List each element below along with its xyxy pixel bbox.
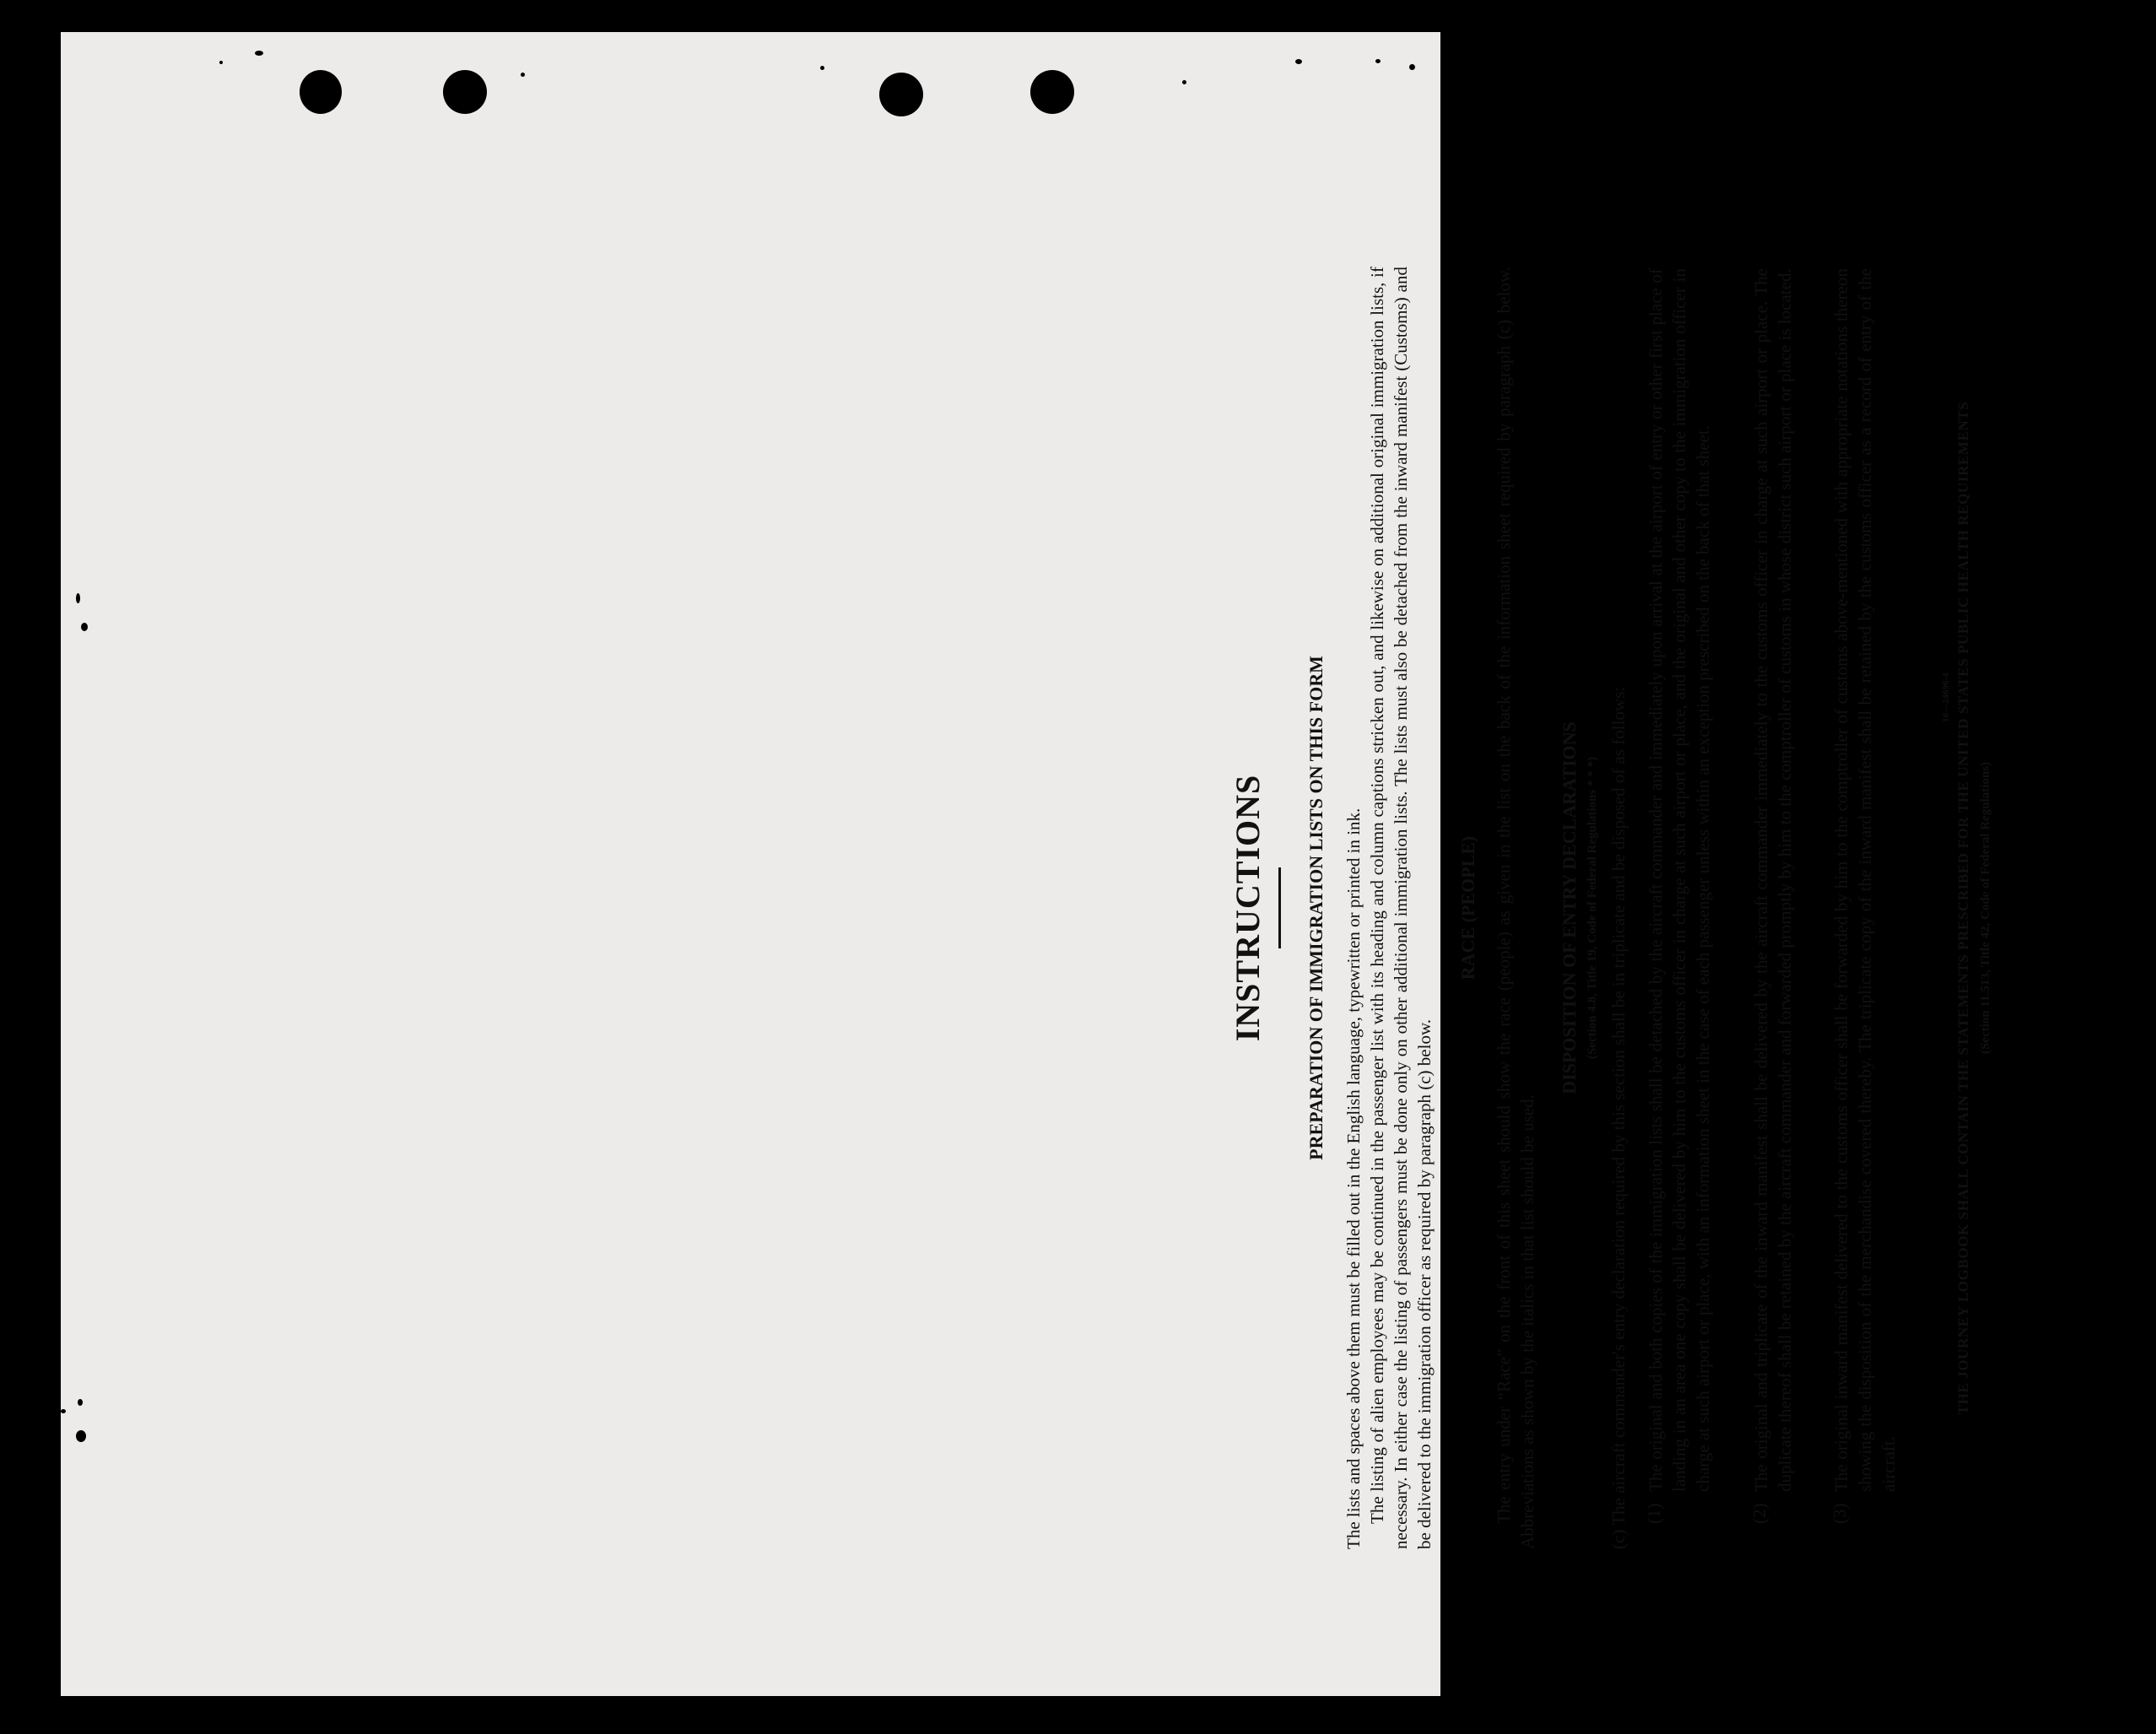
punch-hole bbox=[443, 70, 487, 114]
item-number: (2) bbox=[1749, 1503, 1770, 1524]
footer-statement: THE JOURNEY LOGBOOK SHALL CONTAIN THE STATEMENTS PRESCRIBED FOR THE UNITED STATES PUBLIC HEALTH REQUIREMENTS bbox=[1955, 401, 1971, 1415]
disposition-item-2: The original and triplicate of the inward manifest shall be delivered by the aircraft commander immediately to the customs officer in charge at such airport or place. The duplicate thereof shall be retained by the aircraft commander and forwarded promptly by him to the comptroller of customs in whose district such airport or place is located. bbox=[1751, 268, 1795, 1492]
disposition-item-1: The original and both copies of the immigration lists shall be detached by the aircraft commander and immediately upon arrival at the airport of entry or other first place of landing in an area one copy shall be delivered by him to the customs officer in charge at such airport or place, and the original and other copy to the immigration officer in charge at such airport or place, with an information sheet in the case of each passenger unless within an exception prescribed on the back of that sheet. bbox=[1645, 268, 1713, 1492]
speck bbox=[78, 1399, 83, 1406]
form-number: 16—24696-4 bbox=[1941, 673, 1951, 722]
title-rule bbox=[1278, 867, 1281, 948]
item-number: (3) bbox=[1829, 1503, 1850, 1524]
rotated-content bbox=[1228, 233, 2156, 1583]
preparation-heading: PREPARATION OF IMMIGRATION LISTS ON THIS FORM bbox=[1305, 656, 1327, 1160]
speck bbox=[219, 61, 223, 64]
speck bbox=[1375, 59, 1381, 63]
speck bbox=[255, 51, 263, 56]
speck bbox=[1295, 59, 1302, 64]
disposition-item-3: The original inward manifest delivered to the customs officer shall be forwarded by him to the comptroller of customs above-mentioned with appropriate notations thereon showing the disposition of the merchandise covered thereby. The triplicate copy of the inward manifest shall be retained by the customs officer as a record of entry of the aircraft. bbox=[1831, 268, 1899, 1492]
speck bbox=[61, 1409, 66, 1413]
disposition-citation: (Section 4.8, Title 19, Code of Federal Regulations * * *) bbox=[1586, 756, 1599, 1060]
speck bbox=[1409, 64, 1415, 70]
speck bbox=[1182, 80, 1186, 84]
speck bbox=[76, 593, 80, 603]
speck bbox=[76, 1430, 86, 1442]
speck bbox=[81, 623, 88, 631]
race-heading: RACE (PEOPLE) bbox=[1457, 835, 1478, 980]
disposition-heading: DISPOSITION OF ENTRY DECLARATIONS bbox=[1559, 721, 1580, 1094]
race-paragraph: The entry under “Race” on the front of this sheet should show the race (people) as given in the list on the back of the information sheet required by paragraph (c) below. Abbreviations as shown by the italics in that list should be used. bbox=[1494, 267, 1537, 1549]
punch-hole bbox=[1030, 70, 1074, 114]
punch-hole bbox=[300, 70, 342, 114]
disposition-intro: (c) The aircraft commander's entry declaration required by this section shall be in triplicate and be disposed of as follows: bbox=[1608, 686, 1629, 1549]
speck bbox=[521, 73, 525, 77]
page-title: INSTRUCTIONS bbox=[1229, 774, 1267, 1042]
preparation-paragraph-1: The lists and spaces above them must be filled out in the English language, typewritten or printed in ink. bbox=[1343, 808, 1364, 1549]
preparation-paragraph-2: The listing of alien employees may be continued in the passenger list with its heading and column captions stricken out, and likewise on additional original immigration lists, if necessary. In either case the listing of passengers must be done only on other additional immigration lists. The lists must also be detached from the inward manifest (Customs) and be delivered to the immigration officer as required by paragraph (c) below. bbox=[1367, 267, 1435, 1549]
speck bbox=[820, 66, 824, 70]
footer-citation: (Section 11.513, Title 42, Code of Federal Regulations) bbox=[1979, 761, 1992, 1055]
punch-hole bbox=[879, 73, 923, 116]
item-number: (1) bbox=[1644, 1503, 1664, 1524]
